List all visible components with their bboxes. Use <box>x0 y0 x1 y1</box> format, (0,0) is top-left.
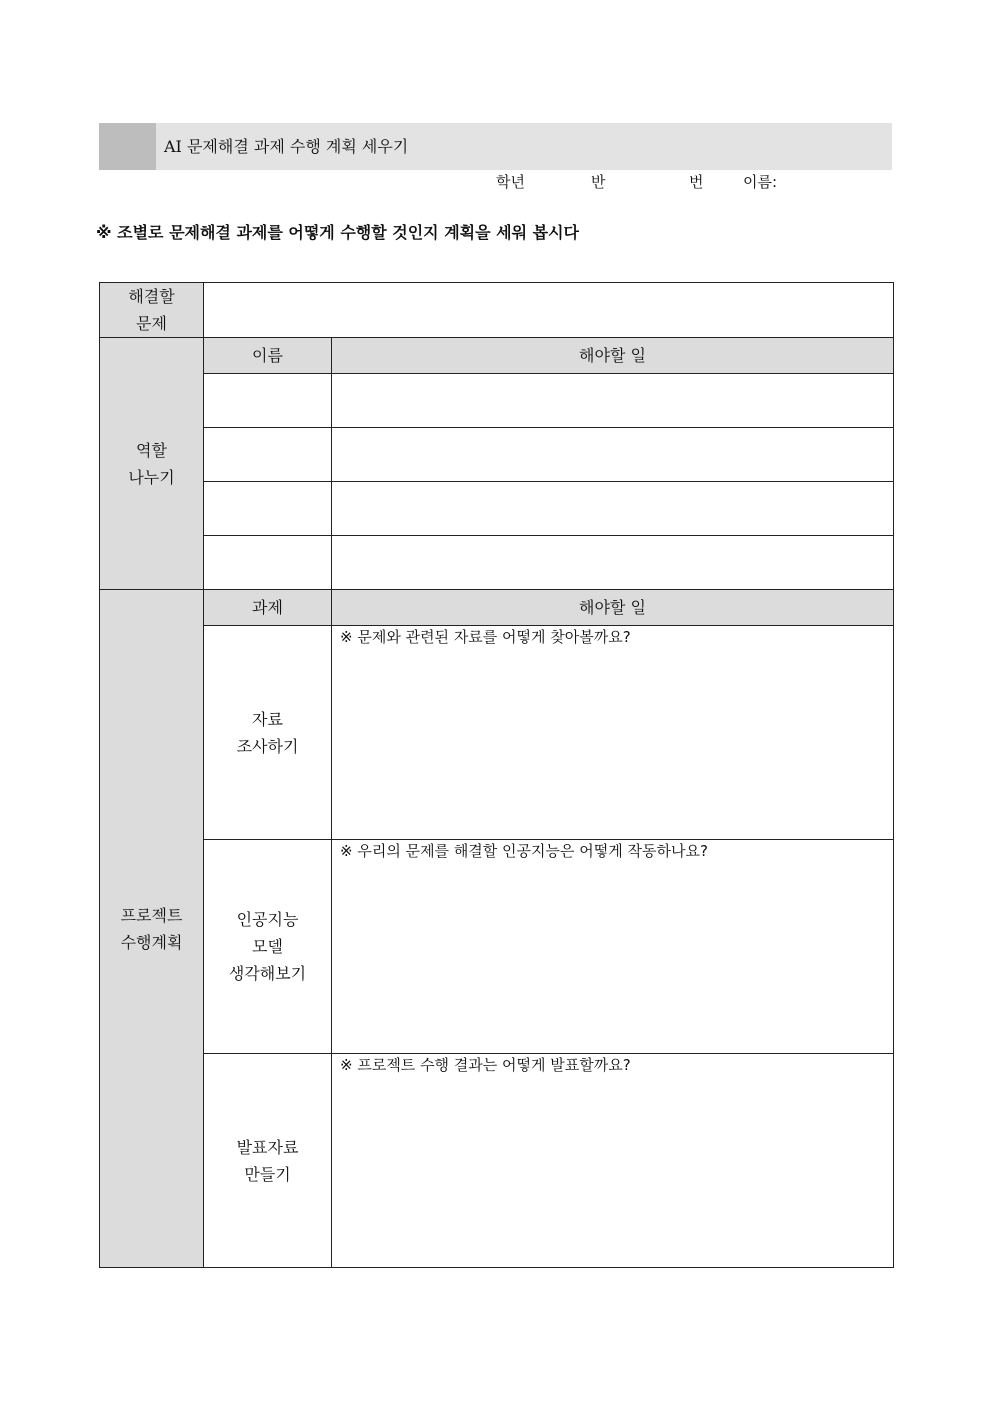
role-task-cell[interactable] <box>332 428 894 482</box>
problem-label-line2: 문제 <box>136 314 167 333</box>
task-label-line: 조사하기 <box>236 736 299 756</box>
role-row <box>100 428 894 482</box>
task-label-line: 자료 <box>252 709 283 729</box>
role-header-row <box>100 338 894 374</box>
role-name-cell[interactable] <box>204 536 332 590</box>
plan-task-label <box>204 840 332 1054</box>
plan-row-presentation <box>100 1054 894 1268</box>
plan-header-row <box>100 590 894 626</box>
problem-input-cell[interactable] <box>204 283 894 338</box>
plan-prompt: ※ 우리의 문제를 해결할 인공지능은 어떻게 작동하나요? <box>340 842 708 860</box>
task-label-line: 만들기 <box>244 1164 291 1184</box>
role-row <box>100 536 894 590</box>
problem-row <box>100 283 894 338</box>
role-name-cell[interactable] <box>204 428 332 482</box>
task-label-line: 생각해보기 <box>228 964 307 983</box>
role-label-line2: 나누기 <box>128 467 175 487</box>
plan-prompt: ※ 문제와 관련된 자료를 어떻게 찾아볼까요? <box>340 628 631 646</box>
role-name-cell[interactable] <box>204 482 332 536</box>
plan-table <box>99 282 894 1268</box>
number-label: 번 <box>689 173 704 191</box>
plan-task-label <box>204 1054 332 1268</box>
role-name-header: 이름 <box>204 338 332 374</box>
role-label-cell <box>100 338 204 590</box>
plan-row-research <box>100 626 894 840</box>
plan-task-label <box>204 626 332 840</box>
problem-label-line1: 해결할 <box>128 287 175 306</box>
task-label-line: 모델 <box>252 937 283 956</box>
plan-answer-cell[interactable] <box>332 840 894 1054</box>
role-row <box>100 482 894 536</box>
class-label: 반 <box>591 173 606 191</box>
page-title: AI 문제해결 과제 수행 계획 세우기 <box>164 137 409 156</box>
plan-task-header: 과제 <box>204 590 332 626</box>
task-label-line: 인공지능 <box>236 910 299 929</box>
grade-label: 학년 <box>496 173 525 191</box>
role-task-cell[interactable] <box>332 482 894 536</box>
task-label-line: 발표자료 <box>236 1137 299 1157</box>
instruction-text: ※ 조별로 문제해결 과제를 어떻게 수행할 것인지 계획을 세워 봅시다 <box>96 223 580 242</box>
plan-todo-header: 해야할 일 <box>332 590 894 626</box>
name-label: 이름: <box>743 173 778 191</box>
plan-label-line1: 프로젝트 <box>120 905 183 925</box>
role-label-line1: 역할 <box>136 440 167 460</box>
role-task-cell[interactable] <box>332 536 894 590</box>
title-accent-block <box>99 123 156 170</box>
role-name-cell[interactable] <box>204 374 332 428</box>
role-task-cell[interactable] <box>332 374 894 428</box>
role-task-header: 해야할 일 <box>332 338 894 374</box>
plan-row-model <box>100 840 894 1054</box>
problem-label-cell <box>100 283 204 338</box>
plan-answer-cell[interactable] <box>332 626 894 840</box>
plan-label-line2: 수행계획 <box>120 932 183 952</box>
plan-prompt: ※ 프로젝트 수행 결과는 어떻게 발표할까요? <box>340 1056 631 1074</box>
plan-label-cell <box>100 590 204 1268</box>
plan-answer-cell[interactable] <box>332 1054 894 1268</box>
title-bar <box>99 123 892 170</box>
role-row <box>100 374 894 428</box>
